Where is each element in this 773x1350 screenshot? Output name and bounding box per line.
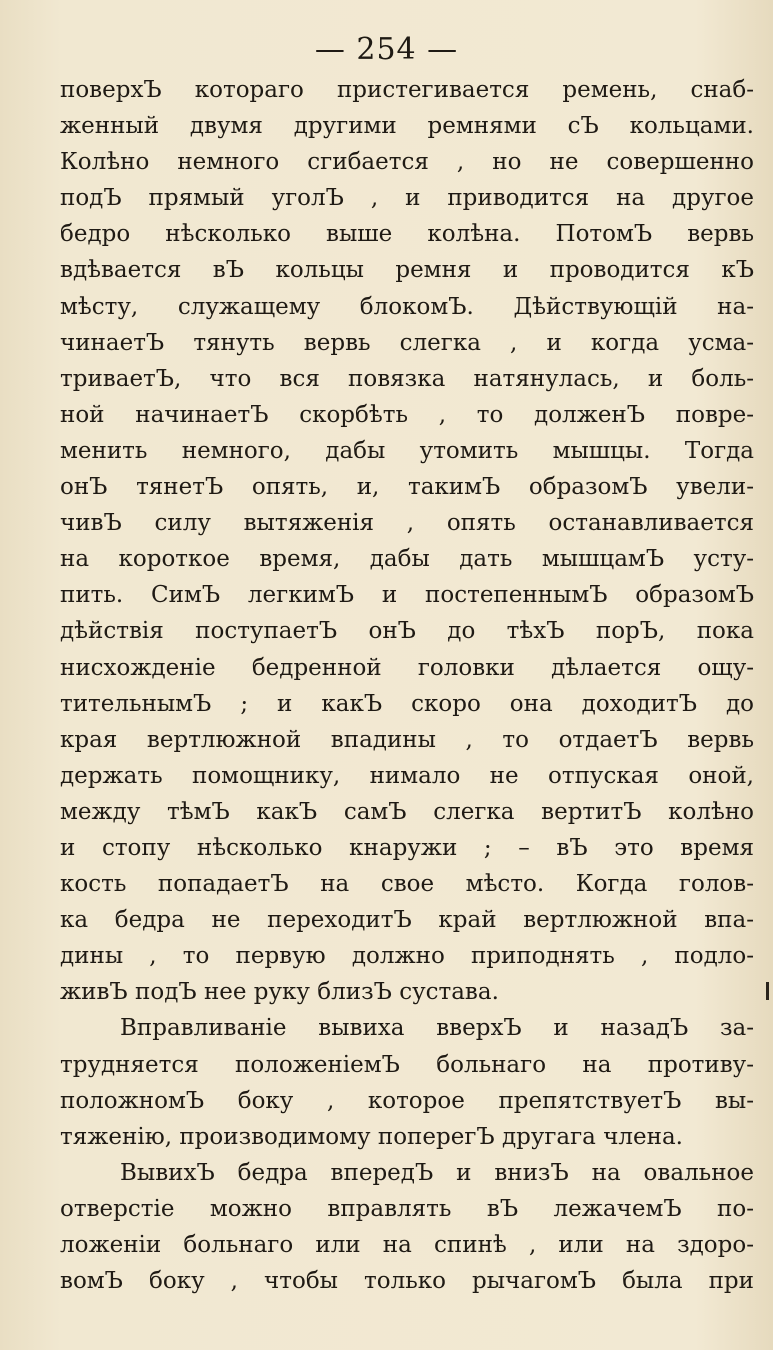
text-line: на короткое время, дабы дать мышцамЪ усту- (60, 546, 754, 573)
text-line: пить. СимЪ легкимЪ и постепеннымЪ образомЪ (60, 582, 754, 609)
text-line: держать помощнику, нимало не отпуская оной, (60, 762, 754, 789)
text-line: Вправливаніе вывиха вверхЪ и назадЪ за- (120, 1015, 754, 1042)
text-line: менить немного, дабы утомить мышцы. Тогда (60, 437, 754, 464)
text-line: триваетЪ, что вся повязка натянулась, и боль- (60, 365, 754, 392)
text-line: дѣйствія поступаетЪ онЪ до тѣхЪ порЪ, пока (60, 618, 754, 645)
text-line: онЪ тянетЪ опять, и, такимЪ образомЪ увели- (60, 474, 754, 501)
text-line: ка бедра не переходитЪ край вертлюжной впа- (60, 907, 754, 934)
text-line: положномЪ боку , которое препятствуетЪ вы- (60, 1087, 754, 1114)
text-line: края вертлюжной впадины , то отдаетЪ вервь (60, 726, 754, 753)
text-line: вомЪ боку , чтобы только рычагомЪ была при (60, 1268, 754, 1295)
body-text (60, 72, 754, 1299)
text-line: чивЪ силу вытяженія , опять останавливается (60, 510, 754, 537)
page-number: — 254 — (314, 32, 459, 67)
text-line: кость попадаетЪ на свое мѣсто. Когда голов- (60, 871, 754, 898)
text-line: женный двумя другими ремнями сЪ кольцами. (60, 113, 754, 140)
text-line: Колѣно немного сгибается , но не совершенно (60, 149, 754, 176)
text-line: дины , то первую должно приподнять , подло- (60, 943, 754, 970)
text-line: подЪ прямый уголЪ , и приводится на другое (60, 185, 754, 212)
text-line: бедро нѣсколько выше колѣна. ПотомЪ вервь (60, 221, 754, 248)
text-line: трудняется положеніемЪ больнаго на противу- (60, 1051, 754, 1078)
text-line: нисхожденіе бедренной головки дѣлается ощу- (60, 654, 754, 681)
text-line: ВывихЪ бедра впередЪ и внизЪ на овальное (120, 1159, 754, 1186)
text-line: тяженію, производимому поперегЪ другага члена. (60, 1123, 683, 1150)
text-line: ной начинаетЪ скорбѣть , то долженЪ повре- (60, 401, 754, 428)
text-line: и стопу нѣсколько кнаружи ; – вЪ это время (60, 834, 754, 861)
text-line: ложеніи больнаго или на спинѣ , или на здоро- (60, 1232, 754, 1258)
text-line: тительнымЪ ; и какЪ скоро она доходитЪ до (60, 690, 754, 717)
text-line: вдѣвается вЪ кольцы ремня и проводится кЪ (60, 257, 754, 284)
text-line: мѣсту, служащему блокомЪ. Дѣйствующій на- (60, 293, 754, 320)
text-line: поверхЪ котораго пристегивается ремень, снаб- (60, 77, 754, 103)
text-line: между тѣмЪ какЪ самЪ слегка вертитЪ колѣно (60, 798, 754, 825)
text-line: чинаетЪ тянуть вервь слегка , и когда усма- (60, 329, 754, 356)
margin-mark (766, 982, 769, 1000)
text-line: живЪ подЪ нее руку близЪ сустава. (60, 979, 499, 1006)
text-line: отверстіе можно вправлять вЪ лежачемЪ по- (60, 1195, 754, 1222)
